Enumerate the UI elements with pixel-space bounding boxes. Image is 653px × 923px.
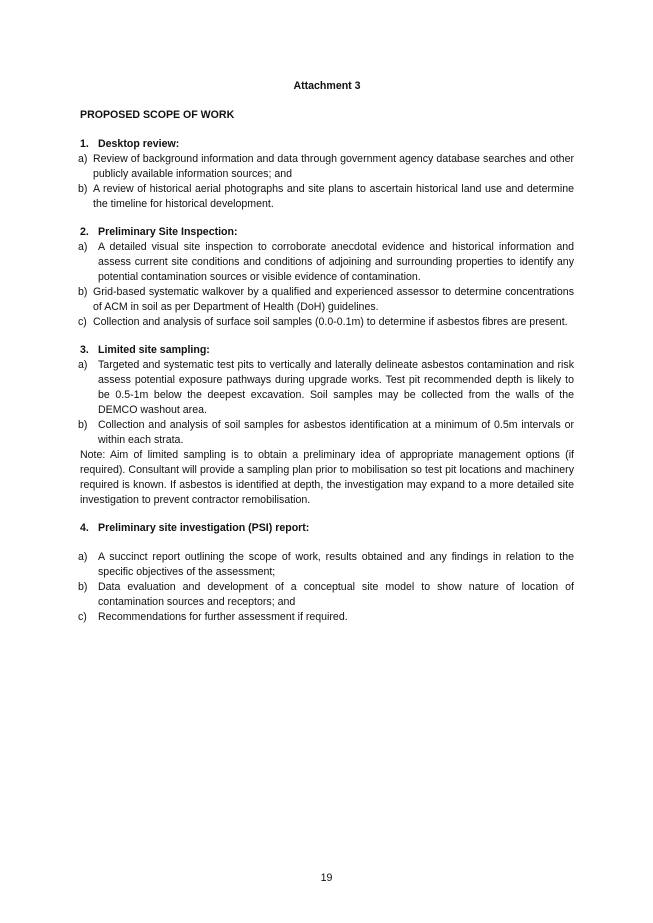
- list-item: [80, 182, 574, 212]
- section-title: Limited site sampling:: [98, 344, 210, 356]
- list-marker: a): [78, 241, 88, 253]
- list-item: [80, 418, 574, 448]
- list-item-text: Targeted and systematic test pits to vertically and laterally delineate asbestos contamination and risk assess potential exposure pathways during upgrade works. Test pit recommended depth is likely to be 0.5-1m below the deepest excavation. Soil samples may be collected from the walls of the DEMCO washout area.: [98, 359, 574, 416]
- section-limited-sampling: [80, 343, 574, 508]
- section-heading: [80, 137, 574, 152]
- section-heading: [80, 521, 574, 536]
- document-title: PROPOSED SCOPE OF WORK: [80, 109, 235, 121]
- list-marker: a): [78, 153, 88, 165]
- section-site-inspection: [80, 225, 574, 330]
- attachment-heading: Attachment 3: [293, 80, 361, 92]
- list-marker: b): [78, 581, 88, 593]
- list-marker: a): [78, 359, 88, 371]
- list-marker: c): [78, 611, 87, 623]
- section-heading: [80, 225, 574, 240]
- list-item: [80, 240, 574, 285]
- page-content: [80, 79, 574, 638]
- list-item: [80, 580, 574, 610]
- list-marker: b): [78, 419, 88, 431]
- page-number: 19: [320, 872, 333, 884]
- list-item-text: Review of background information and data through government agency database searches and other publicly available information sources; and: [93, 153, 574, 180]
- list-item: [80, 152, 574, 182]
- section-title: Desktop review:: [98, 138, 180, 150]
- section-title: Preliminary Site Inspection:: [98, 226, 238, 238]
- list-item: [80, 610, 574, 625]
- section-psi-report: [80, 521, 574, 625]
- list-item: [80, 315, 574, 330]
- list-item-text: A succinct report outlining the scope of work, results obtained and any findings in relation to the specific objectives of the assessment;: [98, 551, 574, 578]
- section-heading: [80, 343, 574, 358]
- section-number: 4.: [80, 522, 89, 534]
- list-item-text: Grid-based systematic walkover by a qualified and experienced assessor to determine concentrations of ACM in soil as per Department of Health (DoH) guidelines.: [93, 286, 574, 313]
- list-item: [80, 550, 574, 580]
- list-item-text: Collection and analysis of soil samples for asbestos identification at a minimum of 0.5m intervals or within each strata.: [98, 419, 574, 446]
- section-title: Preliminary site investigation (PSI) report:: [98, 522, 310, 534]
- list-marker: b): [78, 183, 88, 195]
- list-item-text: Recommendations for further assessment if required.: [98, 611, 348, 623]
- spacer: [80, 536, 574, 550]
- section-number: 3.: [80, 344, 89, 356]
- list-item: [80, 358, 574, 418]
- section-desktop-review: [80, 137, 574, 212]
- list-marker: b): [78, 286, 88, 298]
- sampling-note: Note: Aim of limited sampling is to obtain a preliminary idea of appropriate management options (if required). Consultant will provide a sampling plan prior to mobilisation so test pit locations and machinery required is known. If asbestos is identified at depth, the investigation may expand to a more detailed site investigation to prevent contractor remobilisation.: [80, 449, 574, 506]
- list-item-text: Collection and analysis of surface soil samples (0.0-0.1m) to determine if asbestos fibres are present.: [93, 316, 568, 328]
- list-item-text: A review of historical aerial photographs and site plans to ascertain historical land use and determine the timeline for historical development.: [93, 183, 574, 210]
- list-marker: a): [78, 551, 88, 563]
- list-item: [80, 285, 574, 315]
- list-marker: c): [78, 316, 87, 328]
- list-item-text: A detailed visual site inspection to corroborate anecdotal evidence and historical information and assess current site conditions and conditions of adjoining and surrounding properties to identify any potential contamination sources or visible evidence of contamination.: [98, 241, 574, 283]
- section-number: 1.: [80, 138, 89, 150]
- section-number: 2.: [80, 226, 89, 238]
- list-item-text: Data evaluation and development of a conceptual site model to show nature of location of contamination sources and receptors; and: [98, 581, 574, 608]
